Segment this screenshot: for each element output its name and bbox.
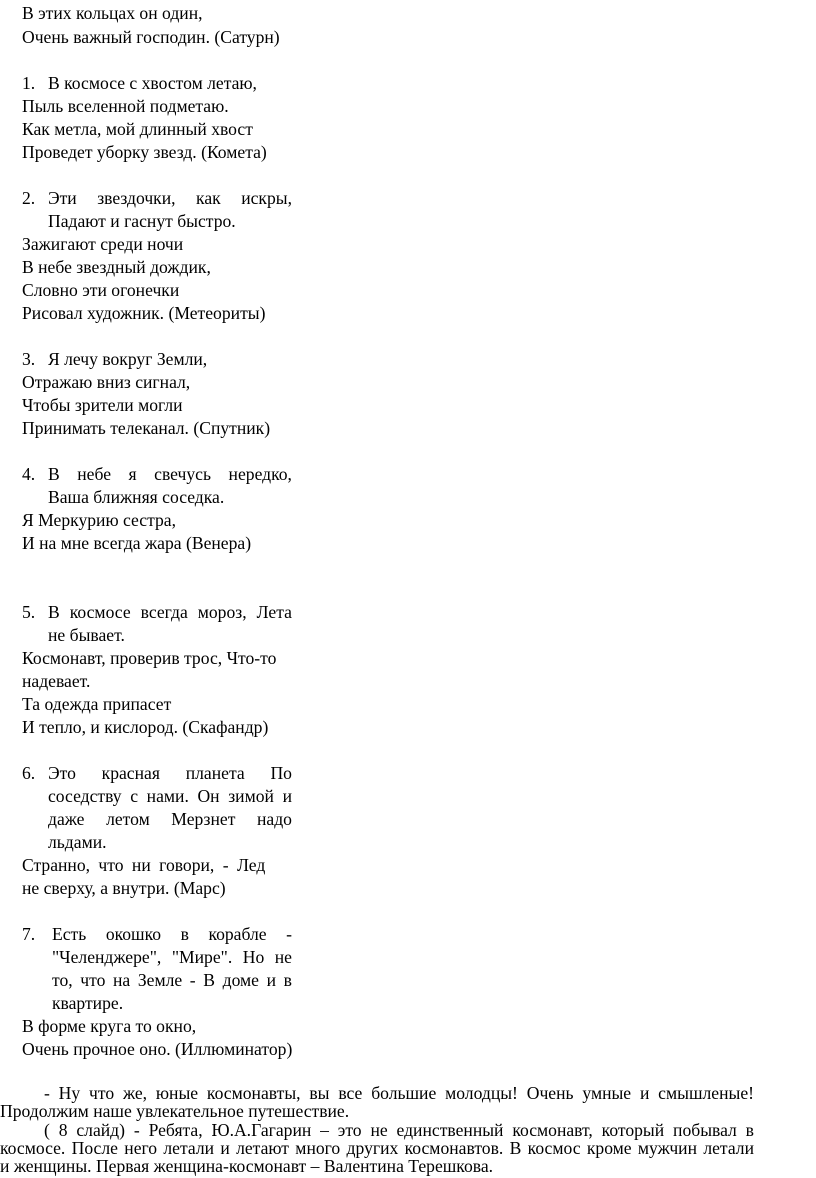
word: свечусь bbox=[154, 464, 212, 484]
riddle-number: 6. bbox=[22, 763, 36, 783]
word: "Челенджере", bbox=[52, 947, 162, 967]
word: что bbox=[80, 970, 106, 990]
riddle-line: Зажигают среди ночи bbox=[22, 234, 184, 254]
riddle-justified-line bbox=[52, 969, 292, 992]
riddle-line: Отражаю вниз сигнал, bbox=[22, 372, 191, 392]
riddle-line: И на мне всегда жара (Венера) bbox=[22, 533, 252, 553]
riddle-line: Падают и гаснут быстро. bbox=[48, 211, 236, 231]
riddle-number: 1. bbox=[22, 73, 36, 93]
word: красная bbox=[101, 763, 160, 783]
word: Эти bbox=[48, 188, 77, 208]
word: соседству bbox=[48, 786, 122, 806]
riddle-line: Очень прочное оно. (Иллюминатор) bbox=[22, 1039, 293, 1059]
riddle-justified-line bbox=[48, 187, 292, 210]
riddle-line: Я Меркурию сестра, bbox=[22, 510, 176, 530]
word: мороз, bbox=[197, 602, 247, 622]
riddle-number: 2. bbox=[22, 188, 36, 208]
riddle-line: В небе звездный дождик, bbox=[22, 257, 211, 277]
riddle-justified-line bbox=[48, 808, 292, 831]
word: Есть bbox=[52, 924, 87, 944]
riddle-line: В форме круга то окно, bbox=[22, 1016, 197, 1036]
word: небе bbox=[77, 464, 112, 484]
word: В bbox=[203, 970, 216, 990]
riddle-number: 3. bbox=[22, 349, 36, 369]
word: звездочки, bbox=[97, 188, 176, 208]
prose-line: и женщины. Первая женщина-космонавт – Валентина Терешкова. bbox=[0, 1156, 494, 1176]
prose-line: Продолжим наше увлекательное путешествие. bbox=[0, 1101, 350, 1122]
word: - bbox=[189, 970, 196, 990]
riddle-line: Ваша ближняя соседка. bbox=[48, 487, 225, 507]
riddle-justified-line bbox=[52, 923, 292, 946]
word: то, bbox=[52, 970, 73, 990]
prose-line: космосе. После него летали и летают много других космонавтов. В космос кроме мужчин летали bbox=[0, 1137, 754, 1158]
word: "Мире". bbox=[171, 947, 233, 967]
word: зимой bbox=[228, 786, 274, 806]
riddle-line: льдами. bbox=[48, 832, 107, 852]
riddle-justified-line bbox=[52, 946, 292, 969]
word: Земле bbox=[137, 970, 183, 990]
word: на bbox=[112, 970, 131, 990]
word: нередко, bbox=[228, 464, 292, 484]
riddle-line: надевает. bbox=[22, 671, 91, 691]
riddle-line: Чтобы зрители могли bbox=[22, 395, 183, 415]
word: надо bbox=[256, 809, 292, 829]
word: Лета bbox=[256, 602, 292, 622]
word: космосе bbox=[69, 602, 131, 622]
prose-line: ( 8 слайд) - Ребята, Ю.А.Гагарин – это не единственный космонавт, который побывал в bbox=[44, 1119, 754, 1140]
word: Мерзнет bbox=[171, 809, 236, 829]
riddle-justified-line bbox=[48, 601, 292, 624]
word: летом bbox=[106, 809, 150, 829]
riddle-line: Как метла, мой длинный хвост bbox=[22, 119, 253, 139]
riddle-number: 5. bbox=[22, 602, 36, 622]
riddle-line: Принимать телеканал. (Спутник) bbox=[22, 418, 271, 438]
riddle-line: Проведет уборку звезд. (Комета) bbox=[22, 142, 267, 162]
riddle-line: И тепло, и кислород. (Скафандр) bbox=[22, 717, 269, 737]
word: даже bbox=[48, 809, 85, 829]
intro-line: В этих кольцах он один, bbox=[22, 3, 203, 23]
riddle-line: Я лечу вокруг Земли, bbox=[48, 349, 208, 369]
word: Но bbox=[242, 947, 265, 967]
word: планета bbox=[185, 763, 245, 783]
word: Он bbox=[197, 786, 220, 806]
riddle-justified-line bbox=[48, 785, 292, 808]
riddle-line: Словно эти огонечки bbox=[22, 280, 180, 300]
riddle-justified-line bbox=[48, 762, 292, 785]
prose-line: - Ну что же, юные космонавты, вы все большие молодцы! Очень умные и смышленые! bbox=[44, 1083, 754, 1103]
word: доме bbox=[222, 970, 259, 990]
word: и bbox=[282, 786, 292, 806]
word: В bbox=[48, 464, 60, 484]
word: и bbox=[266, 970, 277, 990]
word: корабле bbox=[208, 924, 267, 944]
riddle-number: 4. bbox=[22, 464, 36, 484]
word: нами. bbox=[146, 786, 189, 806]
riddle-number: 7. bbox=[22, 924, 36, 944]
word: в bbox=[283, 970, 292, 990]
riddle-line: Та одежда припасет bbox=[22, 694, 172, 714]
word: В bbox=[48, 602, 60, 622]
word: искры, bbox=[241, 188, 292, 208]
riddle-line: Космонавт, проверив трос, Что-то bbox=[22, 648, 277, 668]
word: - bbox=[286, 924, 292, 944]
word: с bbox=[130, 786, 139, 806]
riddle-line: Пыль вселенной подметаю. bbox=[22, 96, 229, 116]
word: я bbox=[128, 464, 137, 484]
word: Это bbox=[48, 763, 76, 783]
word: не bbox=[274, 947, 292, 967]
riddle-line: не сверху, а внутри. (Марс) bbox=[22, 878, 226, 898]
riddle-justified-line bbox=[48, 463, 292, 486]
word: как bbox=[196, 188, 221, 208]
word: в bbox=[180, 924, 189, 944]
word: всегда bbox=[140, 602, 188, 622]
riddle-line: Рисовал художник. (Метеориты) bbox=[22, 303, 266, 323]
riddle-line: Странно, что ни говори, - Лед bbox=[22, 855, 266, 875]
word: окошко bbox=[105, 924, 162, 944]
riddle-line: квартире. bbox=[52, 993, 124, 1013]
riddle-line: не бывает. bbox=[48, 625, 125, 645]
word: По bbox=[270, 763, 292, 783]
riddle-line: В космосе с хвостом летаю, bbox=[48, 73, 257, 93]
intro-line: Очень важный господин. (Сатурн) bbox=[22, 27, 280, 47]
